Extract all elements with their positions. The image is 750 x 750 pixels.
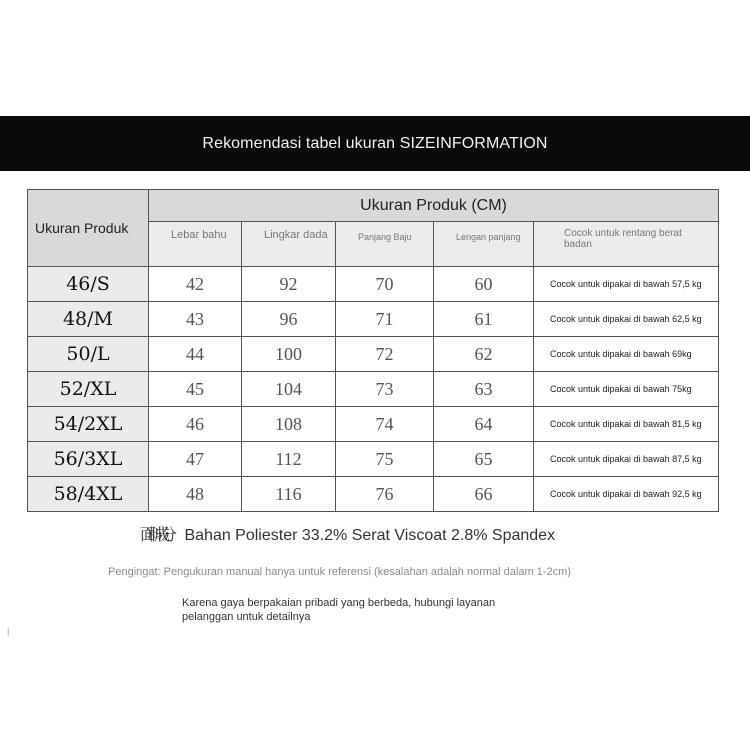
lengan-panjang-value: 65 <box>434 442 534 477</box>
lebar-bahu-value: 43 <box>149 302 242 337</box>
panjang-baju-value: 75 <box>336 442 434 477</box>
material-composition <box>140 522 555 545</box>
header-banner <box>0 116 750 171</box>
weight-note: Cocok untuk dipakai di bawah 69kg <box>534 337 719 372</box>
table-row <box>28 337 719 372</box>
lebar-bahu-value: 48 <box>149 477 242 512</box>
weight-note: Cocok untuk dipakai di bawah 75kg <box>534 372 719 407</box>
edge-mark: | <box>7 626 10 636</box>
column-header-lengan-panjang: Lengan panjang <box>434 222 534 267</box>
table-row <box>28 442 719 477</box>
row-header-label: Ukuran Produk <box>28 190 149 267</box>
lebar-bahu-value: 45 <box>149 372 242 407</box>
lingkar-dada-value: 112 <box>242 442 336 477</box>
weight-note: Cocok untuk dipakai di bawah 87,5 kg <box>534 442 719 477</box>
lingkar-dada-value: 92 <box>242 267 336 302</box>
column-header-panjang-baju: Panjang Baju <box>336 222 434 267</box>
size-label: 56/3XL <box>28 442 149 477</box>
panjang-baju-value: 73 <box>336 372 434 407</box>
size-label: 54/2XL <box>28 407 149 442</box>
size-label: 58/4XL <box>28 477 149 512</box>
panjang-baju-value: 70 <box>336 267 434 302</box>
banner-title: Rekomendasi tabel ukuran SIZEINFORMATION <box>202 134 548 152</box>
lebar-bahu-value: 42 <box>149 267 242 302</box>
table-row <box>28 302 719 337</box>
weight-note: Cocok untuk dipakai di bawah 81,5 kg <box>534 407 719 442</box>
size-table <box>27 189 719 512</box>
lebar-bahu-value: 46 <box>149 407 242 442</box>
table-row <box>28 267 719 302</box>
weight-note: Cocok untuk dipakai di bawah 62,5 kg <box>534 302 719 337</box>
lengan-panjang-value: 60 <box>434 267 534 302</box>
table-row <box>28 372 719 407</box>
lengan-panjang-value: 63 <box>434 372 534 407</box>
measurement-warning: Pengingat: Pengukuran manual hanya untuk referensi (kesalahan adalah normal dalam 1-2cm) <box>108 566 571 578</box>
lebar-bahu-value: 44 <box>149 337 242 372</box>
lengan-panjang-value: 66 <box>434 477 534 512</box>
lengan-panjang-value: 61 <box>434 302 534 337</box>
material-overlap-text: 面料成分 <box>140 527 169 544</box>
column-header-lebar-bahu: Lebar bahu <box>149 222 242 267</box>
panjang-baju-value: 74 <box>336 407 434 442</box>
column-header-lingkar-dada: Lingkar dada <box>242 222 336 267</box>
panjang-baju-value: 71 <box>336 302 434 337</box>
customer-service-advice: Karena gaya berpakaian pribadi yang berbeda, hubungi layanan pelanggan untuk detailnya <box>182 597 496 623</box>
lingkar-dada-value: 108 <box>242 407 336 442</box>
lengan-panjang-value: 64 <box>434 407 534 442</box>
size-label: 52/XL <box>28 372 149 407</box>
group-header-label: Ukuran Produk (CM) <box>149 190 719 222</box>
weight-note: Cocok untuk dipakai di bawah 57,5 kg <box>534 267 719 302</box>
table-row <box>28 407 719 442</box>
size-label: 48/M <box>28 302 149 337</box>
lingkar-dada-value: 116 <box>242 477 336 512</box>
lingkar-dada-value: 100 <box>242 337 336 372</box>
table-row <box>28 477 719 512</box>
size-label: 46/S <box>28 267 149 302</box>
column-header-cocok: Cocok untuk rentang berat badan <box>534 222 719 267</box>
weight-note: Cocok untuk dipakai di bawah 92,5 kg <box>534 477 719 512</box>
material-label: Bahan Poliester 33.2% Serat Viscoat 2.8% Spandex <box>184 527 556 544</box>
lingkar-dada-value: 96 <box>242 302 336 337</box>
panjang-baju-value: 72 <box>336 337 434 372</box>
panjang-baju-value: 76 <box>336 477 434 512</box>
lingkar-dada-value: 104 <box>242 372 336 407</box>
size-label: 50/L <box>28 337 149 372</box>
lengan-panjang-value: 62 <box>434 337 534 372</box>
lebar-bahu-value: 47 <box>149 442 242 477</box>
